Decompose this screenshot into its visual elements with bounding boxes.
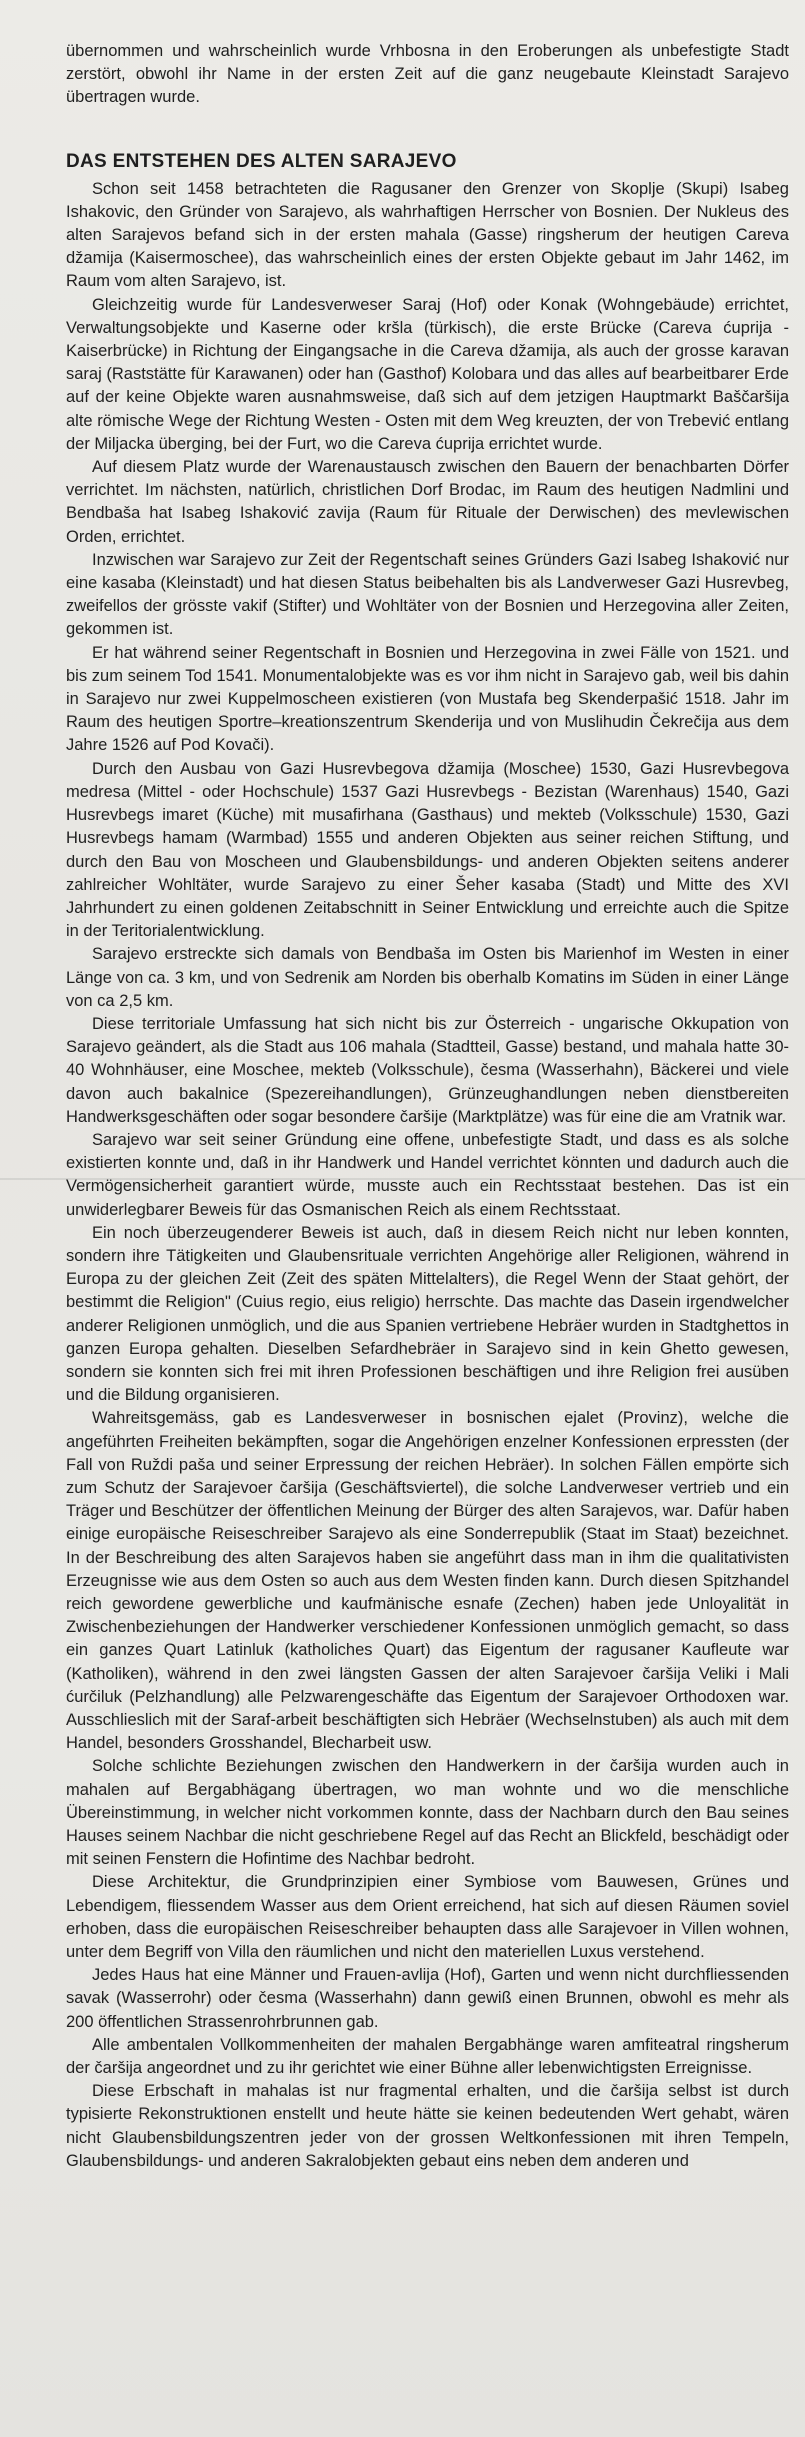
paragraph: Sarajevo war seit seiner Gründung eine offene, unbefestigte Stadt, und dass es als solche existierten konnte und, daß in ihr Handwerk und Handel verrichtet könnten und dadurch auch die Vermögensicherheit garantiert würde, musste auch ein Rechtsstaat bestehen. Das ist ein unwiderlegbarer Beweis für das Osmanischen Reich als einem Rechtsstaat. xyxy=(66,1130,789,1219)
paragraph: Durch den Ausbau von Gazi Husrevbegova džamija (Moschee) 1530, Gazi Husrevbegova medresa (Mittel - oder Hochschule) 1537 Gazi Husrevbegs - Bezistan (Warenhaus) 1540, Gazi Husrevbegs imaret (Küche) mit musafirhana (Gasthaus) und mekteb (Volksschule) 1530, Gazi Husrevbegs hamam (Warmbad) 1555 und anderen Objekten aus seiner reichen Stiftung, und durch den Bau von Moscheen und Glaubensbildungs- und anderen Objekten seitens anderer zahlreicher Wohltäter, wurde Sarajevo zu einer Šeher kasaba (Stadt) und Mitte des XVI Jahrhundert zu einen goldenen Zeitabschnitt in Seiner Entwicklung und erreichte auch die Spitze in der Teritorialentwicklung. xyxy=(66,759,789,941)
intro-paragraph: übernommen und wahrscheinlich wurde Vrhbosna in den Eroberungen als unbefestigte Stadt zerstört, obwohl ihr Name in der ersten Zeit auf die ganz neugebaute Kleinstadt Sarajevo übertragen wurde. xyxy=(66,42,789,107)
article-body xyxy=(66,178,789,2173)
paragraph: Er hat während seiner Regentschaft in Bosnien und Herzegovina in zwei Fälle von 1521. und bis zum seinem Tod 1541. Monumentalobjekte was es vor ihm nicht in Sarajevo gab, weil bis dahin in Sarajevo nur zwei Kuppelmoscheen existieren (von Mustafa beg Skenderpašić 1518. Jahr im Raum des heutigen Sportre–kreationszentrum Skenderija und von Muslihudin Čekrečija aus dem Jahre 1526 auf Pod Kovači). xyxy=(66,643,789,755)
paragraph: Inzwischen war Sarajevo zur Zeit der Regentschaft seines Gründers Gazi Isabeg Ishaković nur eine kasaba (Kleinstadt) und hat diesen Status beibehalten bis als Landverweser Gazi Husrevbeg, zweifellos der grösste vakif (Stifter) und Wohltäter von der Bosnien und Herzegovina aller Zeiten, gekommen ist. xyxy=(66,550,789,639)
paragraph: Ein noch überzeugenderer Beweis ist auch, daß in diesem Reich nicht nur leben konnten, sondern ihre Tätigkeiten und Glaubensrituale verrichten Angehörige aller Religionen, während in Europa zu der gleichen Zeit (Zeit des späten Mittelalters), die Regel Wenn der Staat gehört, der bestimmt die Religion" (Cuius regio, eius religio) herrschte. Das machte das Dasein irgendwelcher anderer Religionen unmöglich, und die aus Spanien vertriebene Hebräer wurden in Stadtghettos in ganzen Europa gehalten. Dieselben Sefardhebräer in Sarajevo sind in kein Ghetto gewesen, sondern sie konnten sich frei mit ihren Professionen beschäftigen und ihre Religion frei ausüben und die Bildung organisieren. xyxy=(66,1223,789,1405)
page-fold xyxy=(0,1178,805,1180)
paragraph: Alle ambentalen Vollkommenheiten der mahalen Bergabhänge waren amfiteatral ringsherum der čaršija angeordnet und zu ihr gerichtet wie einer Bühne aller lebenwichtigsten Erreignisse. xyxy=(66,2035,789,2078)
paragraph: Solche schlichte Beziehungen zwischen den Handwerkern in der čaršija wurden auch in mahalen auf Bergabhägang übertragen, wo man wohnte und wo die menschliche Übereinstimmung, in welcher nicht vorkommen konnte, dass der Nachbarn durch den Bau seines Hauses seinem Nachbar die nicht geschriebene Regel auf das Recht an Blickfeld, beschädigt oder mit seinen Fenstern die Hofintime des Nachbar bedroht. xyxy=(66,1757,789,1869)
paragraph: Diese territoriale Umfassung hat sich nicht bis zur Österreich - ungarische Okkupation von Sarajevo geändert, als die Stadt aus 106 mahala (Stadtteil, Gasse) bestand, und mahala hatte 30-40 Wohnhäuser, eine Moschee, mekteb (Volksschule), česma (Wasserhahn), Bäckerei und viele davon auch bakalnice (Spezereihandlungen), Grünzeughandlungen neben dienstbereiten Handwerksgeschäften oder sogar besondere čaršije (Marktplätze) was für eine die am Vratnik war. xyxy=(66,1014,789,1126)
section-heading: DAS ENTSTEHEN DES ALTEN SARAJEVO xyxy=(66,150,457,172)
paragraph: Wahreitsgemäss, gab es Landesverweser in bosnischen ejalet (Provinz), welche die angeführten Freiheiten bekämpften, sogar die Angehörigen enzelner Konfessionen erpressten (der Fall von Ruždi paša und seiner Erpressung der reichen Hebräer). In solchen Fällen empörte sich zum Schutz der Sarajevoer čaršija (Geschäftsviertel), die solche Landverweser vertrieb und ein Träger und Beschützer der öffentlichen Meinung der Bürger des alten Sarajevos, war. Dafür haben einige europäische Reiseschreiber Sarajevo als eine Sonderrepublik (Staat im Staat) bezeichnet. In der Beschreibung des alten Sarajevos haben sie angeführt dass man in ihm die qualitativisten Erzeugnisse wie aus dem Osten so auch aus dem Westen finden kann. Durch diesen Spitzhandel reich gewordene gewerbliche und kaufmänische esnafe (Zechen) haben jede Unloyalität in Zwischenbeziehungen der Handwerker verschiedener Konfessionen unmöglich gemacht, so dass ein ganzes Quart Latinluk (katholiches Quart) das Eigentum der ragusaner Kaufleute war (Katholiken), während in den zwei längsten Gassen der alten Sarajevoer čaršija Veliki i Mali ćurčiluk (Pelzhandlung) alle Pelzwarengeschäfte das Eigentum der Sarajevoer Orthodoxen war. Ausschlieslich mit der Saraf-arbeit beschäftigten sich Hebräer (Wechselnstuben) als auch mit dem Handel, besonders Grosshandel, Blecharbeit usw. xyxy=(66,1409,789,1753)
paragraph: Gleichzeitig wurde für Landesverweser Saraj (Hof) oder Konak (Wohngebäude) errichtet, Verwaltungsobjekte und Kaserne oder kršla (türkisch), die erste Brücke (Careva ćuprija - Kaiserbrücke) in Richtung der Eingangsache in die Careva džamija, als auch der grosse karavan saraj (Raststätte für Karawanen) oder han (Gasthof) Kolobara und das alles auf bearbeitbarer Erde auf der keine Objekte waren ausnahmsweise, daß sich auf dem jetzigen Hauptmarkt Baščaršija alte römische Wege der Richtung Westen - Osten mit dem Weg kreuzten, der von Trebević entlang der Miljacka überging, bei der Furt, wo die Careva ćuprija errichtet wurde. xyxy=(66,295,789,453)
paragraph: Diese Architektur, die Grundprinzipien einer Symbiose vom Bauwesen, Grünes und Lebendigem, fliessendem Wasser aus dem Orient erreichend, hat sich auf diesen Räumen soviel erhoben, dass die europäischen Reiseschreiber behaupten dass alle Sarajevoer in Villen wohnen, unter dem Begriff von Villa den räumlichen und nicht den materiellen Luxus verstehend. xyxy=(66,1873,789,1962)
paragraph: Sarajevo erstreckte sich damals von Bendbaša im Osten bis Marienhof im Westen in einer Länge von ca. 3 km, und von Sedrenik am Norden bis oberhalb Komatins im Süden in einer Länge von ca 2,5 km. xyxy=(66,945,789,1010)
paragraph: Diese Erbschaft in mahalas ist nur fragmental erhalten, und die čaršija selbst ist durch typisierte Rekonstruktionen enstellt und heute hätte sie keinen bedeutenden Wert gehabt, wären nicht Glaubensbildungszentren jeder von der grossen Weltkonfessionen mit ihren Tempeln, Glaubensbildungs- und anderen Sakralobjekten gebaut eins neben dem anderen und xyxy=(66,2082,789,2170)
paragraph: Schon seit 1458 betrachteten die Ragusaner den Grenzer von Skoplje (Skupi) Isabeg Ishakovic, den Gründer von Sarajevo, als wahrhaftigen Herrscher von Bosnien. Der Nukleus des alten Sarajevos befand sich in der ersten mahala (Gasse) ringsherum der heutigen Careva džamija (Kaisermoschee), das wahrscheinlich eines der ersten Objekte gebaut im Jahr 1462, im Raum vom alten Sarajevo, ist. xyxy=(66,179,789,291)
paragraph: Jedes Haus hat eine Männer und Frauen-avlija (Hof), Garten und wenn nicht durchfliessenden savak (Wasserrohr) oder česma (Wasserhahn) dann gewiß einen Brunnen, obwohl es mehr als 200 öffentlichen Strassenrohrbrunnen gab. xyxy=(66,1966,789,2031)
paragraph: Auf diesem Platz wurde der Warenaustausch zwischen den Bauern der benachbarten Dörfer verrichtet. Im nächsten, natürlich, christlichen Dorf Brodac, im Raum des heutigen Nadmlini und Bendbaša hat Isabeg Ishaković zavija (Raum für Rituale der Derwischen) des mevlewischen Orden, errichtet. xyxy=(66,458,789,546)
